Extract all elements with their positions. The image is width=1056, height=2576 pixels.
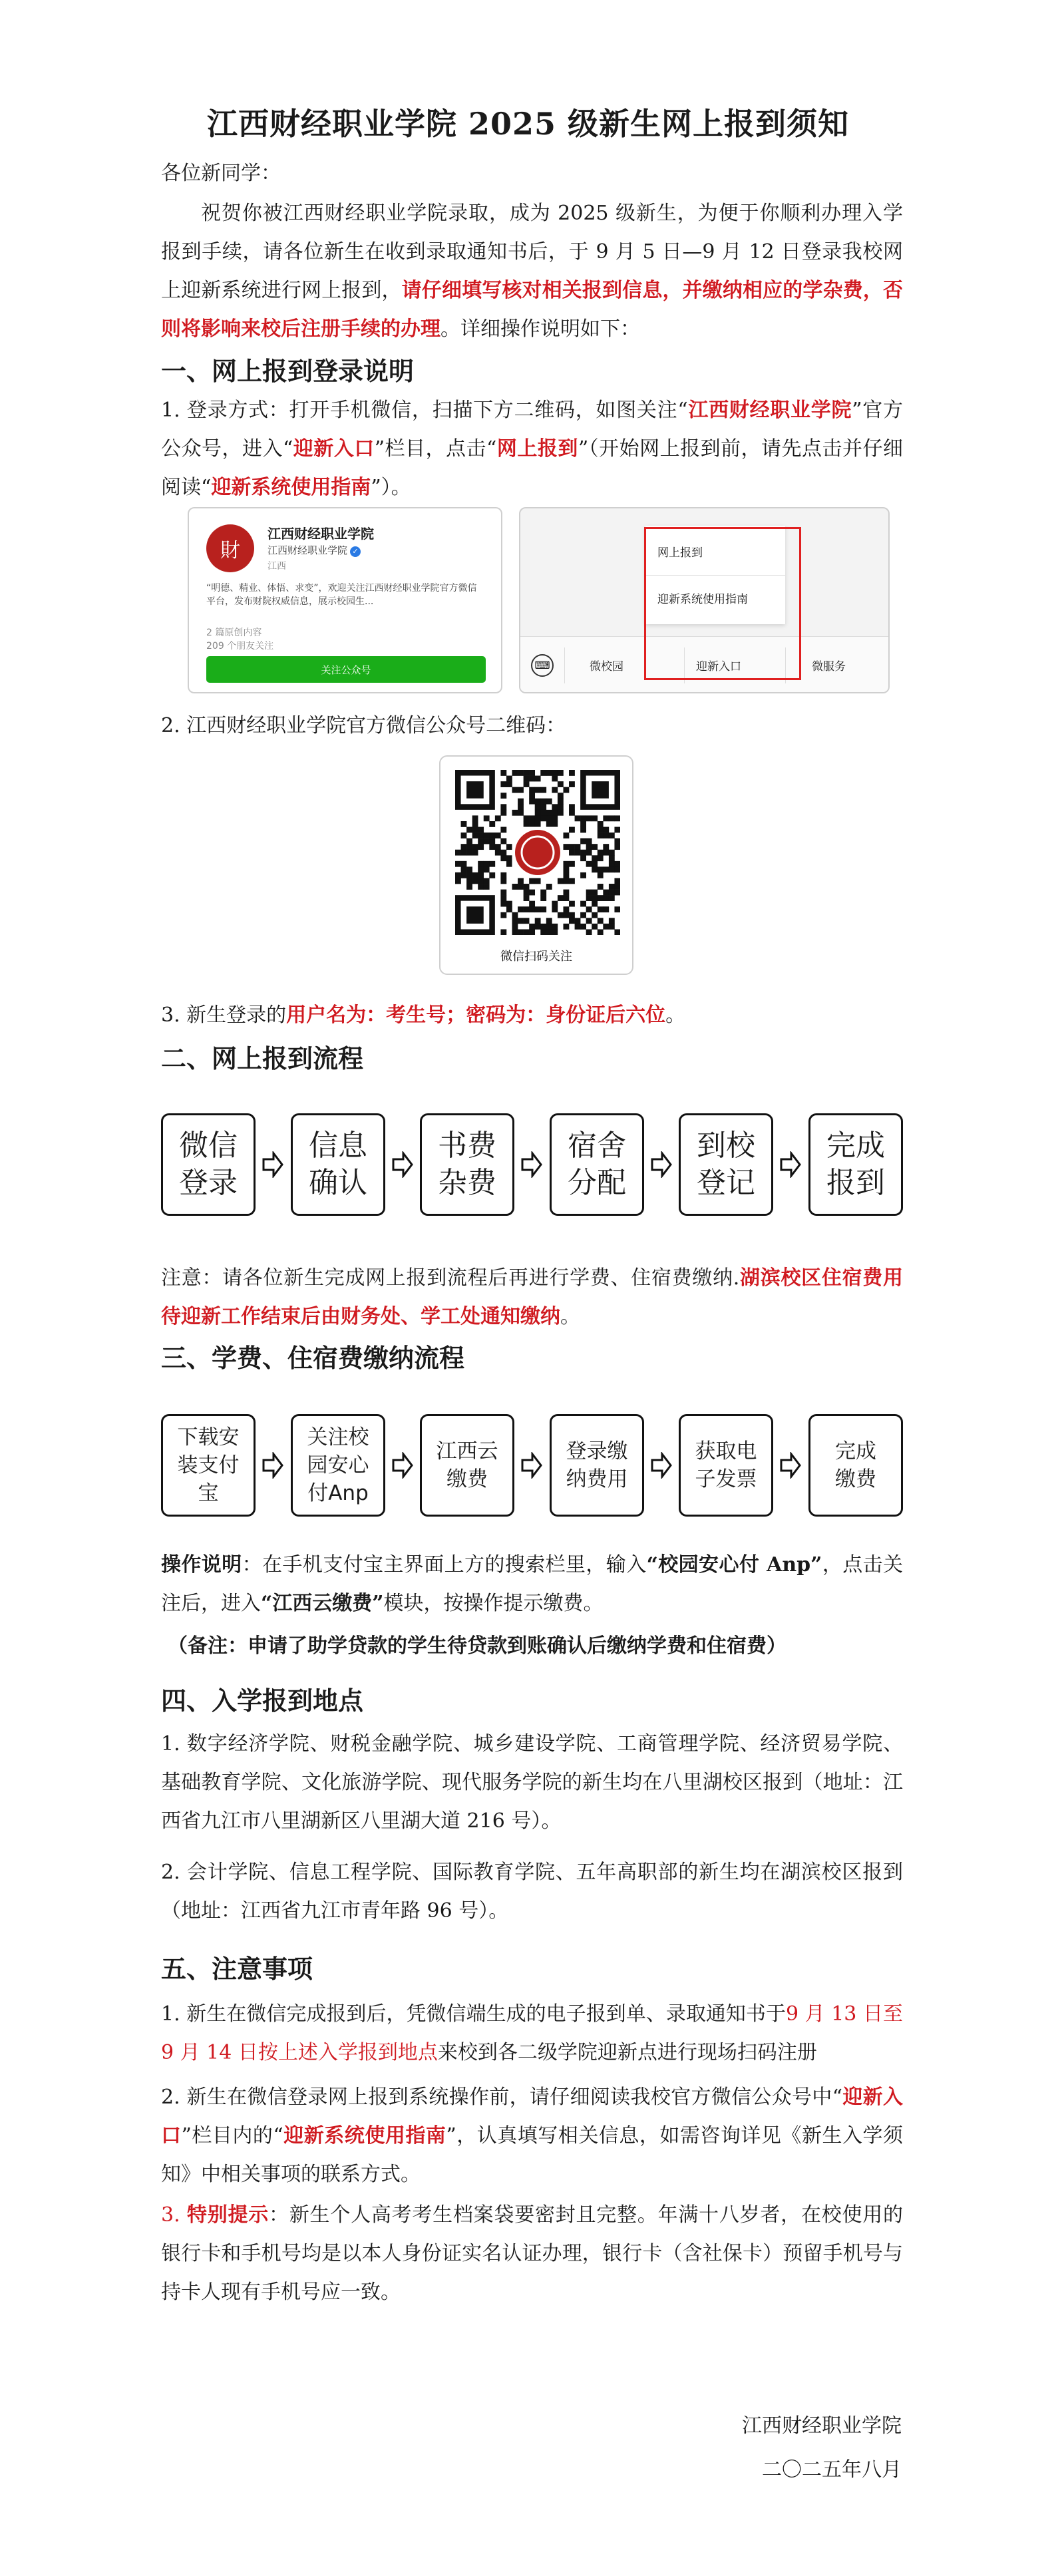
login-credentials-paragraph: 3. 新生登录的用户名为：考生号；密码为：身份证后六位。 [161,1004,686,1027]
signature-date: 二〇二五年八月 [762,2458,902,2482]
follow-button[interactable]: 关注公众号 [206,656,486,683]
signature-org: 江西财经职业学院 [742,2414,902,2438]
flow-step: 下载安 装支付 宝 [161,1414,256,1517]
qr-code[interactable] [455,770,620,935]
account-name: 江西财经职业学院 [267,526,374,542]
verified-icon: ✓ [350,546,361,557]
flow-step: 书费 杂费 [420,1113,514,1216]
flow-step: 获取电 子发票 [679,1414,773,1517]
arrow-right-icon [391,1151,414,1178]
section5-heading: 五、注意事项 [161,1954,313,1984]
notice-item-3: 3. 特别提示：新生个人高考考生档案袋要密封且完整。年满十八岁者，在校使用的银行卡和手机号均是以本人身份证实名认证办理，银行卡（含社保卡）预留手机号与持卡人现有手机号应一致。 [161,2203,904,2304]
qr-caption: 微信扫码关注 [500,950,572,964]
notice-item-2: 2. 新生在微信登录网上报到系统操作前，请仔细阅读我校官方微信公众号中“迎新入口”栏目内的“迎新系统使用指南”，认真填写相关信息，如需咨询详见《新生入学须知》中相关事项的联系方式。 [161,2086,904,2186]
credentials-highlight: 用户名为：考生号；密码为：身份证后六位 [286,1004,666,1027]
flow-step: 江西云 缴费 [420,1414,514,1517]
flow-step: 完成 报到 [808,1113,903,1216]
account-location: 江西 [267,561,286,572]
section4-heading: 四、入学报到地点 [161,1686,364,1716]
section1-heading: 一、网上报到登录说明 [161,356,415,386]
section3-heading: 三、学费、住宿费缴纳流程 [161,1343,465,1373]
wechat-account-screenshot [188,507,502,693]
account-articles: 2 篇原创内容 [206,628,262,638]
arrow-right-icon [520,1452,543,1479]
tab-micro-service[interactable]: 微服务 [812,660,846,673]
arrow-right-icon [262,1452,284,1479]
flow-step: 到校 登记 [679,1113,773,1216]
flow-step: 宿舍 分配 [550,1113,644,1216]
greeting: 各位新同学： [161,162,281,185]
loan-remark: （备注：申请了助学贷款的学生待贷款到账确认后缴纳学费和住宿费） [168,1634,787,1658]
keyboard-icon[interactable]: ⌨ [531,654,554,677]
flow-step: 完成 缴费 [808,1414,903,1517]
section2-heading: 二、网上报到流程 [161,1043,364,1073]
page-title: 江西财经职业学院 2025 级新生网上报到须知 [206,106,850,142]
location-hubin: 2. 会计学院、信息工程学院、国际教育学院、五年高职部的新生均在湖滨校区报到（地址：江西省九江市青年路 96 号）。 [161,1861,903,1923]
intro-warning: 请仔细填写核对相关报到信息，并缴纳相应的学杂费，否则将影响来校后注册手续的办理 [161,279,904,341]
qr-code-card [439,755,633,975]
arrow-right-icon [650,1452,673,1479]
school-logo: 財 [206,524,254,572]
account-subtitle: 江西财经职业学院 ✓ [267,543,361,557]
notice-item-1: 1. 新生在微信完成报到后，凭微信端生成的电子报到单、录取通知书于9 月 13 日至 9 月 14 日按上述入学报到地点来校到各二级学院迎新点进行现场扫码注册 [161,2002,903,2064]
arrow-right-icon [520,1151,543,1178]
flow-step: 微信 登录 [161,1113,256,1216]
flow-step: 信息 确认 [291,1113,385,1216]
arrow-right-icon [262,1151,284,1178]
tab-micro-campus[interactable]: 微校园 [590,660,623,673]
location-bali-lake: 1. 数字经济学院、财税金融学院、城乡建设学院、工商管理学院、经济贸易学院、基础教育学院、文化旅游学院、现代服务学院的新生均在八里湖校区报到（地址：江西省九江市八里湖新区八里湖大道 216 号）。 [161,1732,903,1833]
login-method-paragraph: 1. 登录方式：打开手机微信，扫描下方二维码，如图关注“江西财经职业学院”官方公众号，进入“迎新入口”栏目，点击“网上报到”（开始网上报到前，请先点击并仔细阅读“迎新系统使用指南”）。 [161,399,904,499]
arrow-right-icon [779,1452,802,1479]
menu-item-guide[interactable]: 迎新系统使用指南 [657,593,748,606]
qr-paragraph: 2. 江西财经职业学院官方微信公众号二维码： [161,714,566,737]
menu-item-online-register[interactable]: 网上报到 [657,546,703,560]
bar-divider [564,647,565,683]
arrow-right-icon [779,1151,802,1178]
arrow-right-icon [391,1452,414,1479]
highlight-frame [644,527,801,680]
flow-step: 关注校 园安心 付Anp [291,1414,385,1517]
intro-paragraph: 祝贺你被江西财经职业学院录取，成为 2025 级新生，为便于你顺利办理入学报到手续，请各位新生在收到录取通知书后，于 9 月 5 日—9 月 12 日登录我校网上迎新系统进行网上报到，请仔细填写核对相关报到信息，并缴纳相应的学杂费，否则将影响来校后注册手续的办理。详细操作说明如下： [161,202,904,341]
account-followers: 209 个朋友关注 [206,641,274,651]
payment-note: 注意：请各位新生完成网上报到流程后再进行学费、住宿费缴纳.湖滨校区住宿费用待迎新工作结束后由财务处、学工处通知缴纳。 [161,1266,903,1328]
operation-instructions: 操作说明：在手机支付宝主界面上方的搜索栏里，输入“校园安心付 Anp”，点击关注后，进入“江西云缴费”模块，按操作提示缴费。 [161,1553,904,1615]
account-description: “明德、精业、体悟、求变”，欢迎关注江西财经职业学院官方微信平台，发布财院权威信息，展示校园生... [206,583,477,607]
flow-step: 登录缴 纳费用 [550,1414,644,1517]
tab-welcome-entry[interactable]: 迎新入口 [696,660,741,673]
arrow-right-icon [650,1151,673,1178]
